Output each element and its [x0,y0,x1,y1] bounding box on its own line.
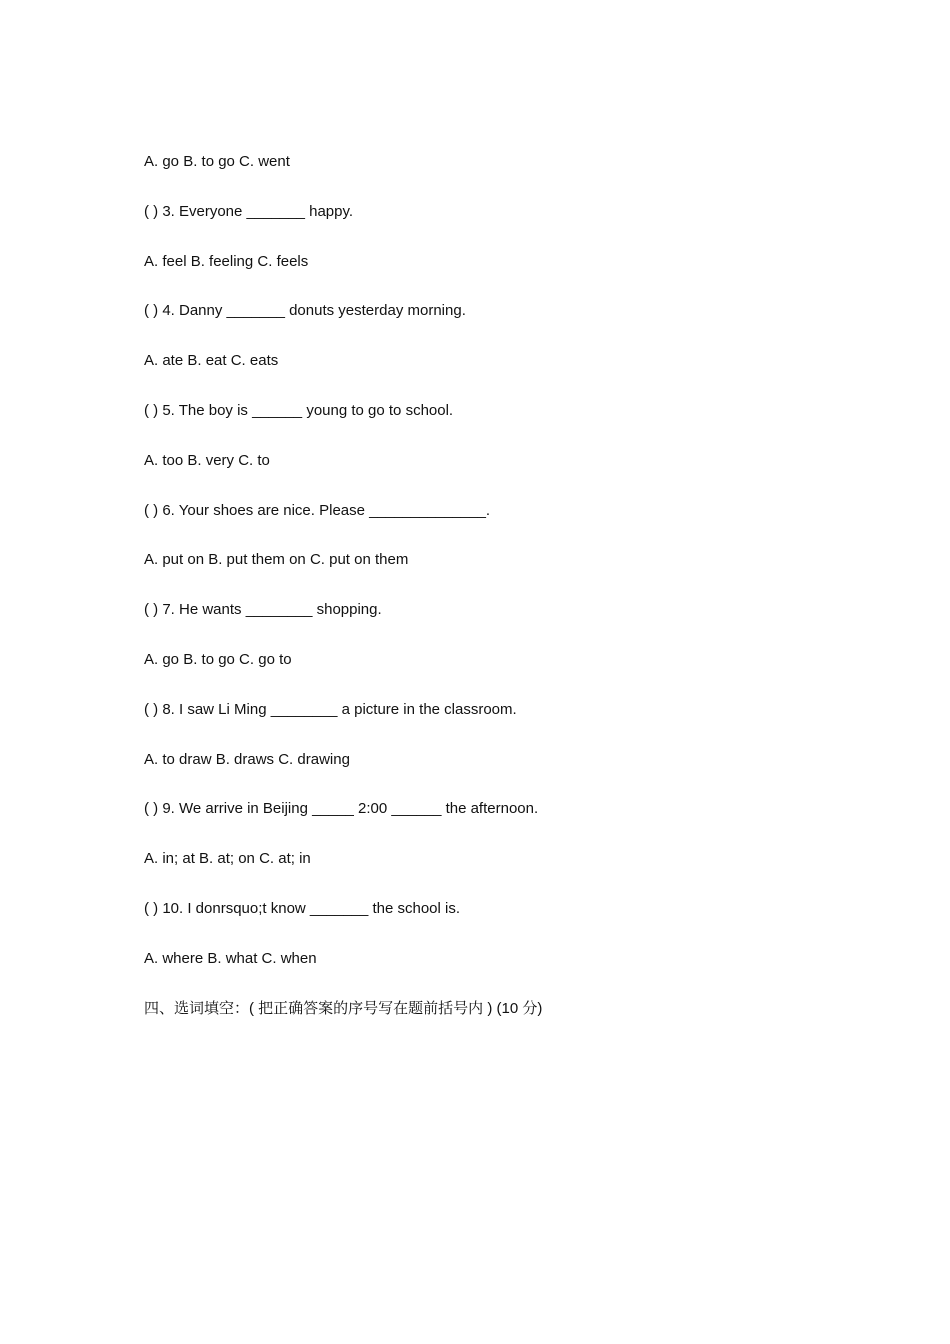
question-line: ( ) 10. I donrsquo;t know _______ the school is. [144,899,461,917]
section-heading: 四、选词填空：( 把正确答案的序号写在题前括号内 ) (10 分) [144,999,543,1017]
question-line: ( ) 4. Danny _______ donuts yesterday morning. [144,302,466,320]
question-line: ( ) 9. We arrive in Beijing _____ 2:00 ______ the afternoon. [144,800,539,818]
options-line: A. too B. very C. to [144,451,270,469]
options-line: A. go B. to go C. went [144,153,290,170]
question-line: ( ) 7. He wants ________ shopping. [144,601,382,619]
question-line: ( ) 3. Everyone _______ happy. [144,202,354,220]
options-line: A. feel B. feeling C. feels [144,252,309,270]
question-line: ( ) 6. Your shoes are nice. Please ______________. [144,501,491,519]
exercise-text [144,150,844,1046]
options-line: A. ate B. eat C. eats [144,352,279,370]
options-line: A. go B. to go C. go to [144,650,292,668]
options-line: A. in; at B. at; on C. at; in [144,850,311,868]
question-line: ( ) 5. The boy is ______ young to go to school. [144,401,454,419]
options-line: A. where B. what C. when [144,949,317,967]
question-line: ( ) 8. I saw Li Ming ________ a picture in the classroom. [144,700,517,718]
options-line: A. put on B. put them on C. put on them [144,551,409,569]
options-line: A. to draw B. draws C. drawing [144,750,350,768]
